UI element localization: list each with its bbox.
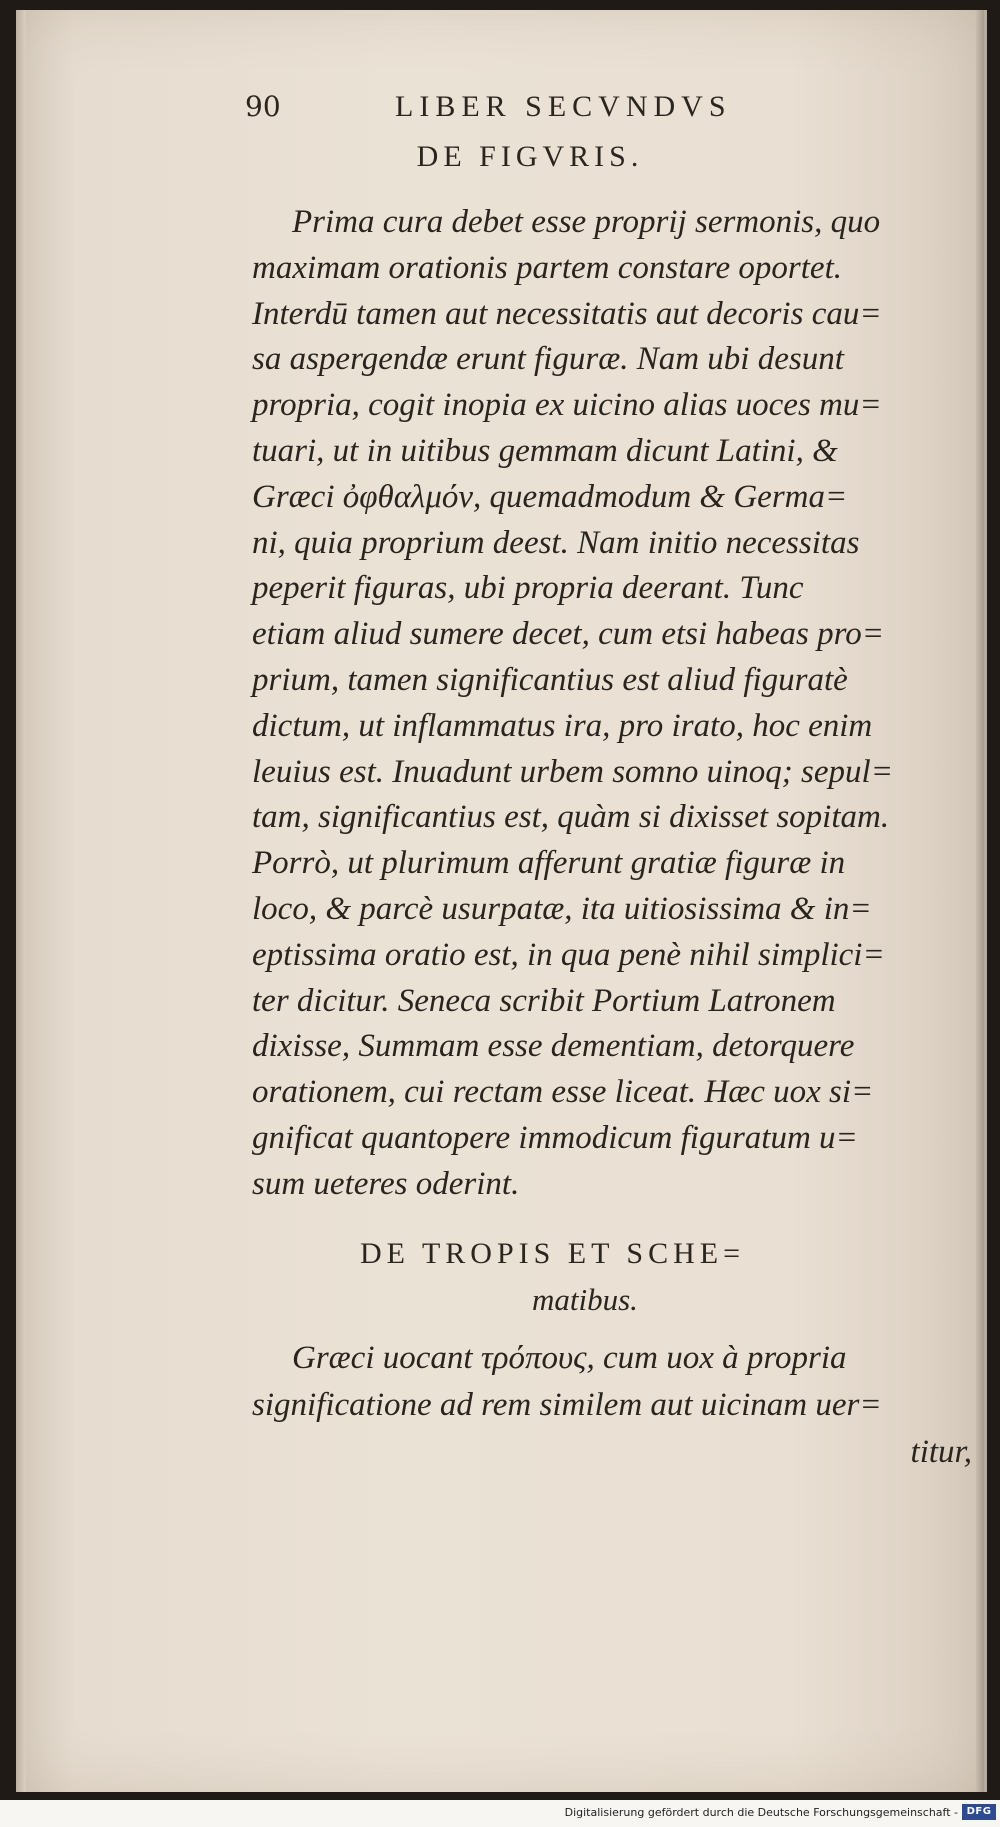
text-line: prium, tamen significantius est aliud figuratè <box>252 661 848 698</box>
text-line: tam, significantius est, quàm si dixisset sopitam. <box>252 799 890 836</box>
text-line: ter dicitur. Seneca scribit Portium Latronem <box>252 982 836 1019</box>
text-line: Porrò, ut plurimum afferunt gratiæ figuræ in <box>252 845 846 882</box>
text-line: dictum, ut inflammatus ira, pro irato, hoc enim <box>252 707 873 744</box>
funding-credit: Digitalisierung gefördert durch die Deutsche Forschungsgemeinschaft - <box>564 1806 958 1819</box>
section-heading-tropes-cont: matibus. <box>532 1282 638 1317</box>
text-line: Græci uocant τρόπους, cum uox à propria <box>292 1340 847 1376</box>
text-line: gnificat quantopere immodicum figuratum u= <box>252 1119 858 1156</box>
text-line: Græci ὀφθαλμόν, quemadmodum & Germa= <box>252 478 848 515</box>
text-line: ni, quia proprium deest. Nam initio necessitas <box>252 524 860 561</box>
section-heading-tropes: DE TROPIS ET SCHE= <box>360 1237 746 1270</box>
page-outer-edge <box>976 10 984 1792</box>
text-line: Prima cura debet esse proprij sermonis, quo <box>292 204 881 240</box>
text-line: propria, cogit inopia ex uicino alias uoces mu= <box>252 387 882 424</box>
dfg-logo: DFG <box>962 1804 996 1820</box>
page-header <box>225 90 805 136</box>
text-line: orationem, cui rectam esse liceat. Hæc uox si= <box>252 1074 874 1111</box>
text-line: loco, & parcè usurpatæ, ita uitiosissima & in= <box>252 890 872 927</box>
text-line: leuius est. Inuadunt urbem somno uinoq; sepul= <box>252 753 893 790</box>
text-line: eptissima oratio est, in qua penè nihil simplici= <box>252 936 885 973</box>
footer-bar <box>0 1800 1000 1827</box>
text-line: peperit figuras, ubi propria deerant. Tunc <box>252 570 804 607</box>
running-head: LIBER SECVNDVS <box>395 90 732 123</box>
text-line: etiam aliud sumere decet, cum etsi habeas pro= <box>252 616 885 653</box>
catchword: titur, <box>910 1434 972 1470</box>
text-line: maximam orationis partem constare oportet. <box>252 249 842 286</box>
text-line: tuari, ut in uitibus gemmam dicunt Latini, & <box>252 432 838 469</box>
page-gutter-edge <box>16 10 26 1792</box>
text-line: significatione ad rem similem aut uicinam uer= <box>252 1387 882 1423</box>
body-text-tropes <box>252 1335 972 1476</box>
text-line: dixisse, Summam esse dementiam, detorquere <box>252 1028 855 1065</box>
text-line: sum ueteres oderint. <box>252 1165 520 1202</box>
text-line: sa aspergendæ erunt figuræ. Nam ubi desunt <box>252 341 844 378</box>
section-title: DE FIGVRIS. <box>416 140 644 173</box>
text-line: Interdū tamen aut necessitatis aut decoris cau= <box>252 295 882 332</box>
page-number: 90 <box>245 90 281 123</box>
body-text <box>252 200 972 1208</box>
